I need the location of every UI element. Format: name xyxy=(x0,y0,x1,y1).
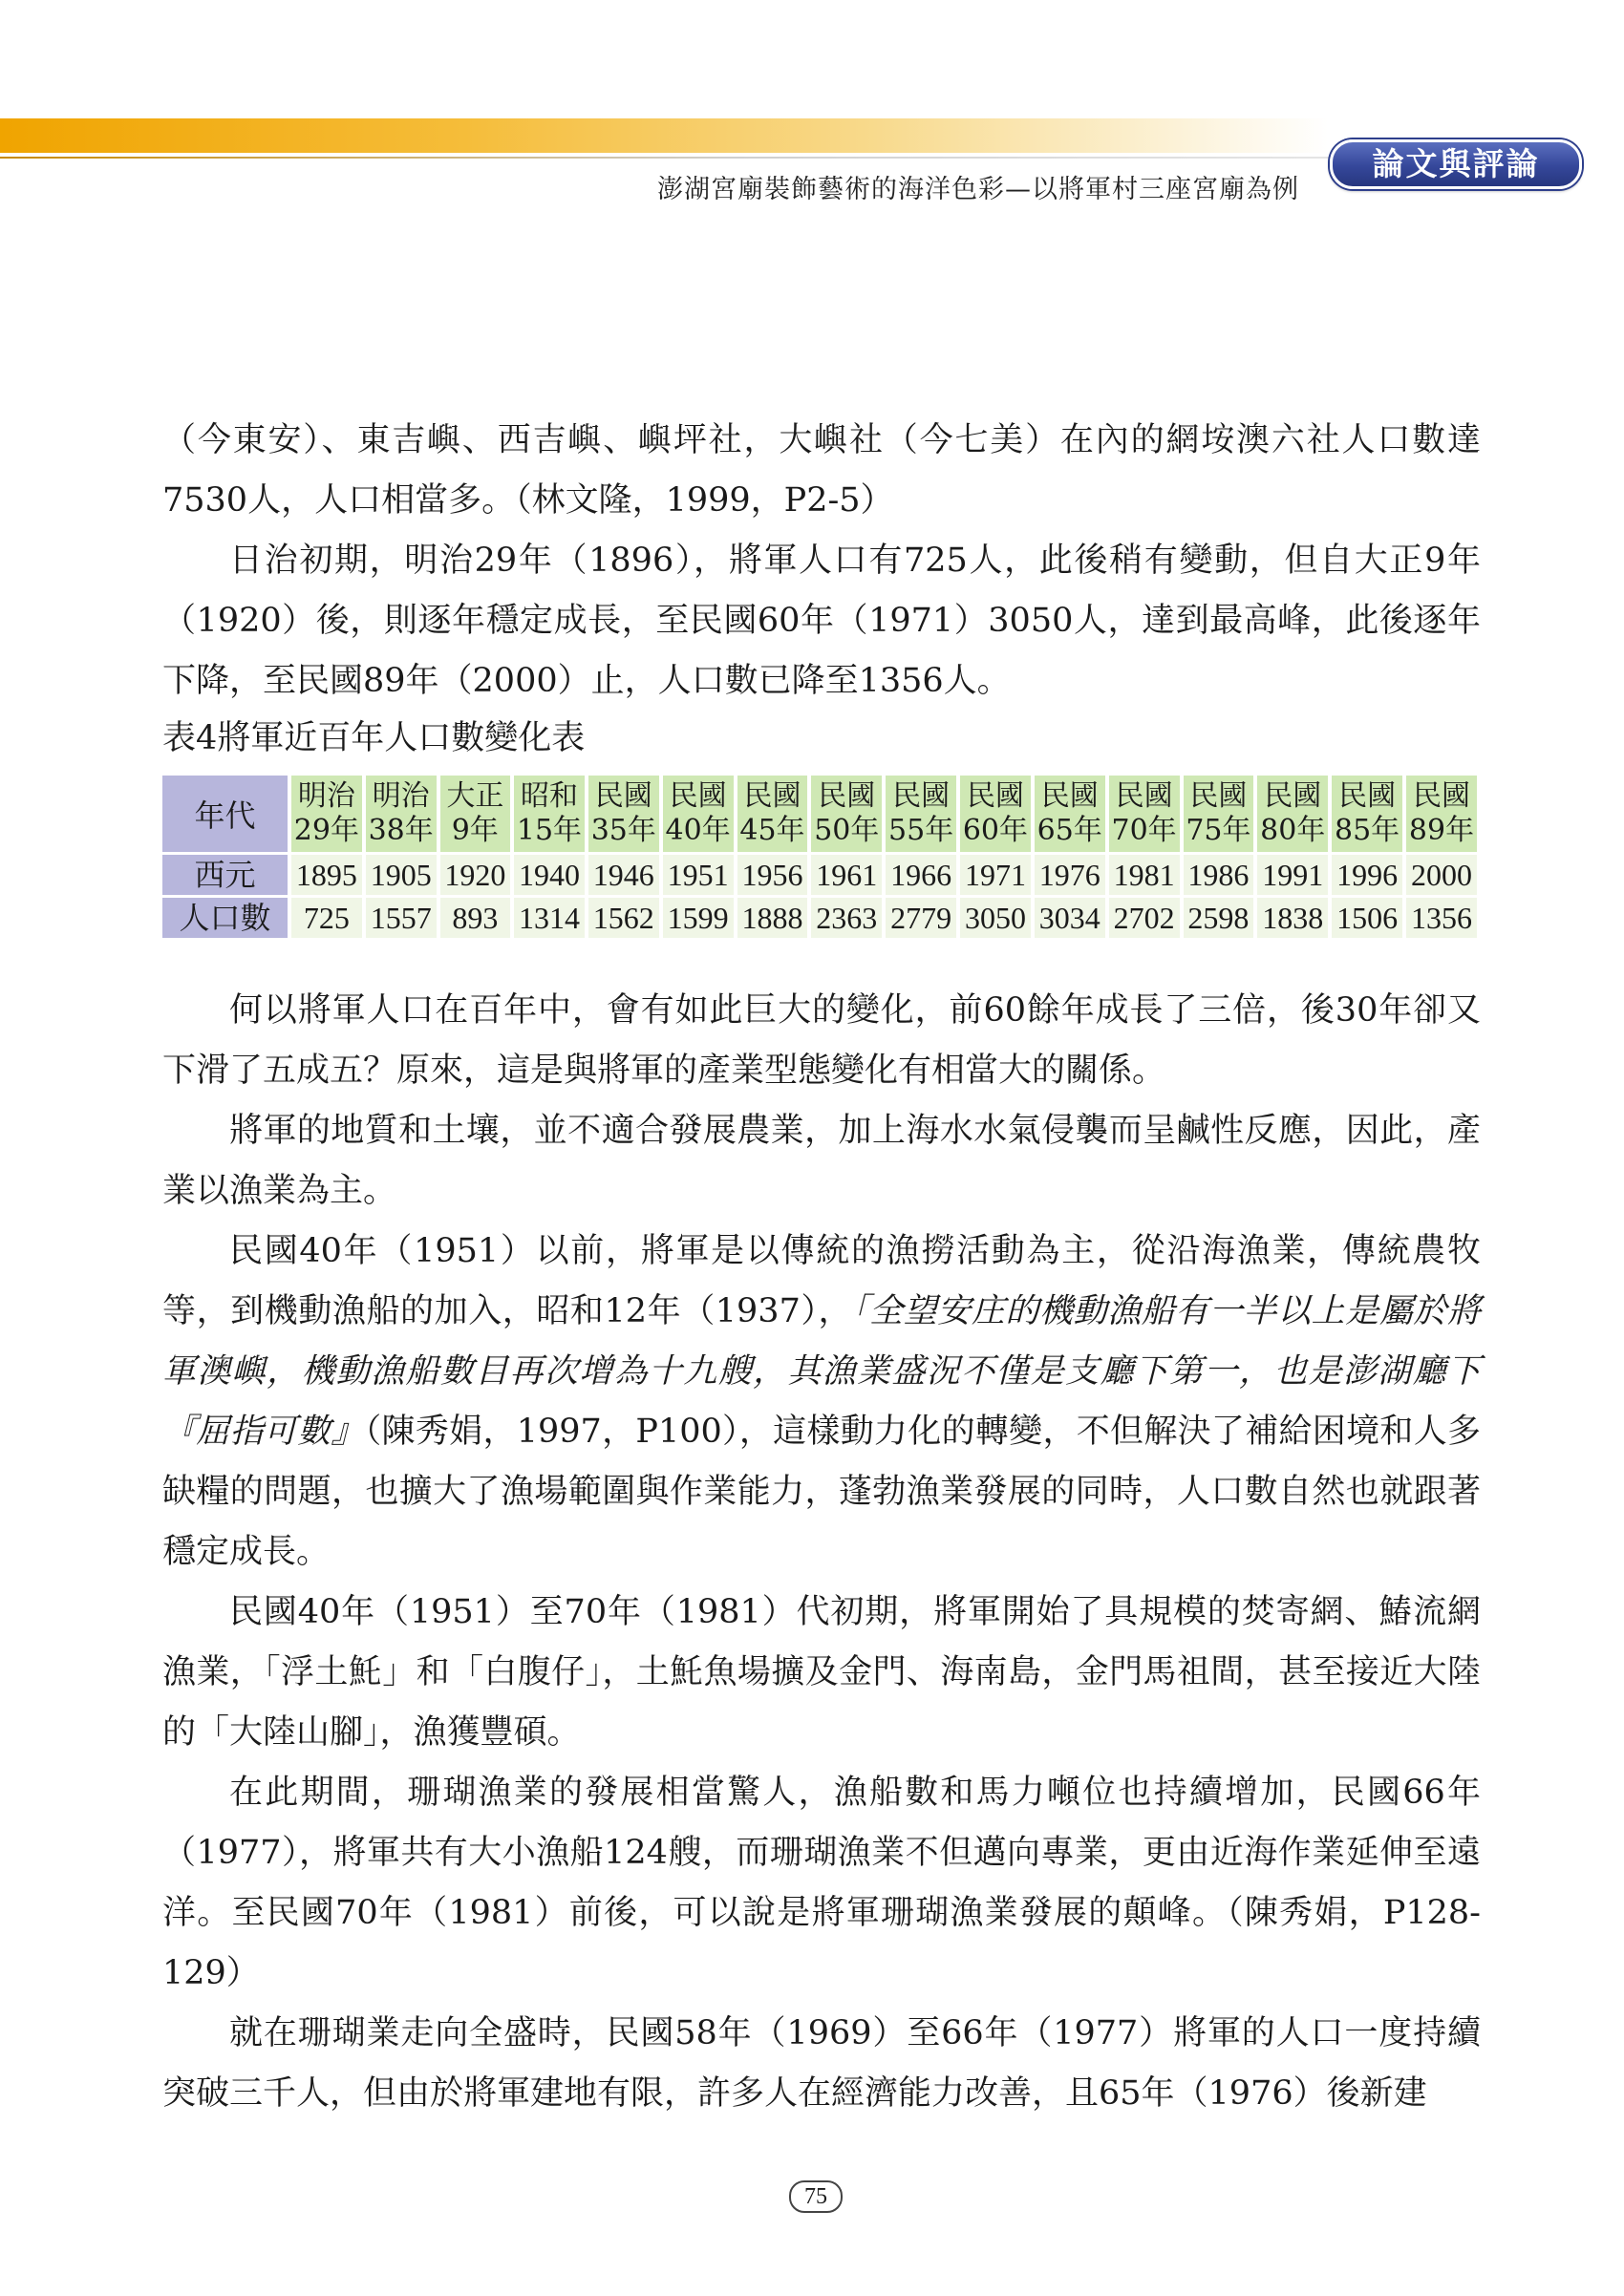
year-cell: 1966 xyxy=(886,855,956,895)
year-cell: 1976 xyxy=(1035,855,1105,895)
population-cell: 3050 xyxy=(960,898,1031,938)
year-cell: 1991 xyxy=(1257,855,1328,895)
paragraph: （今東安）、東吉嶼、西吉嶼、嶼坪社，大嶼社（今七美）在內的網垵澳六社人口數達7530人，人口相當多。（林文隆，1999，P2-5） xyxy=(162,421,1481,520)
row-header: 年代 xyxy=(162,776,288,852)
era-year: 29年 xyxy=(293,814,359,847)
year-cell: 1905 xyxy=(366,855,437,895)
era-name: 民國 xyxy=(669,779,727,813)
era-year: 85年 xyxy=(1334,814,1400,847)
population-cell: 2598 xyxy=(1184,898,1254,938)
year-cell: 1940 xyxy=(514,855,585,895)
era-year: 40年 xyxy=(665,814,731,847)
table-row-era xyxy=(162,776,1477,852)
era-cell xyxy=(960,776,1031,852)
era-year: 45年 xyxy=(739,814,805,847)
era-cell xyxy=(588,776,659,852)
year-cell: 1971 xyxy=(960,855,1031,895)
era-year: 15年 xyxy=(516,814,583,847)
era-year: 89年 xyxy=(1408,814,1475,847)
era-year: 65年 xyxy=(1036,814,1102,847)
era-cell xyxy=(514,776,585,852)
era-cell xyxy=(366,776,437,852)
section-badge: 論文與評論 xyxy=(1330,139,1582,189)
era-year: 75年 xyxy=(1186,814,1251,847)
era-name: 明治 xyxy=(372,779,430,813)
era-cell xyxy=(440,776,510,852)
year-cell: 1956 xyxy=(737,855,808,895)
era-name: 民國 xyxy=(1264,779,1322,813)
paragraph: 在此期間，珊瑚漁業的發展相當驚人，漁船數和馬力噸位也持續增加，民國66年（1977），將軍共有大小漁船124艘，而珊瑚漁業不但邁向專業，更由近海作業延伸至遠洋。至民國70年（1981）前後，可以說是將軍珊瑚漁業發展的顛峰。（陳秀娟，P128-129） xyxy=(162,1774,1481,1992)
paragraph-text: 民國40年（1951）以前，將軍是以傳統的漁撈活動為主，從沿海漁業，傳統農牧等，到機動漁船的加入，昭和12年（1937）， xyxy=(162,1232,1481,1330)
era-cell xyxy=(1406,776,1477,852)
table-caption: 表4將軍近百年人口數變化表 xyxy=(162,719,586,757)
era-year: 55年 xyxy=(888,814,954,847)
era-cell xyxy=(1109,776,1180,852)
era-year: 70年 xyxy=(1111,814,1177,847)
year-cell: 1996 xyxy=(1332,855,1402,895)
era-cell xyxy=(1184,776,1254,852)
population-cell: 1599 xyxy=(663,898,734,938)
era-name: 民國 xyxy=(1338,779,1397,813)
paragraph: 民國40年（1951）至70年（1981）代初期，將軍開始了具規模的焚寄網、鰆流網漁業，「浮土魠」和「白腹仔」，土魠魚場擴及金門、海南島，金門馬祖間，甚至接近大陸的「大陸山腳」，漁獲豐碩。 xyxy=(162,1593,1481,1752)
article-body xyxy=(162,411,1481,2124)
population-cell: 2363 xyxy=(811,898,882,938)
paragraph: 日治初期，明治29年（1896），將軍人口有725人，此後稍有變動，但自大正9年（1920）後，則逐年穩定成長，至民國60年（1971）3050人，達到最高峰，此後逐年下降，至民國89年（2000）止，人口數已降至1356人。 xyxy=(162,542,1481,700)
era-year: 9年 xyxy=(451,814,499,847)
running-title: 澎湖宮廟裝飾藝術的海洋色彩—以將軍村三座宮廟為例 xyxy=(657,175,1299,204)
era-year: 50年 xyxy=(814,814,880,847)
row-header: 人口數 xyxy=(162,898,288,938)
paragraph-text: （陳秀娟，1997，P100），這樣動力化的轉變，不但解決了補給困境和人多缺糧的問題，也擴大了漁場範圍與作業能力，蓬勃漁業發展的同時，人口數自然也就跟著穩定成長。 xyxy=(162,1413,1481,1571)
era-name: 大正 xyxy=(446,779,504,813)
year-cell: 1951 xyxy=(663,855,734,895)
era-year: 35年 xyxy=(590,814,656,847)
paragraph xyxy=(162,1222,1481,1583)
paragraph: 就在珊瑚業走向全盛時，民國58年（1969）至66年（1977）將軍的人口一度持續突破三千人，但由於將軍建地有限，許多人在經濟能力改善，且65年（1976）後新建 xyxy=(162,2014,1481,2113)
era-cell xyxy=(663,776,734,852)
era-name: 民國 xyxy=(1413,779,1470,813)
era-year: 38年 xyxy=(368,814,434,847)
era-cell xyxy=(1257,776,1328,852)
era-name: 昭和 xyxy=(520,779,578,813)
header-decor-bar xyxy=(0,118,1328,153)
year-cell: 2000 xyxy=(1406,855,1477,895)
era-name: 民國 xyxy=(892,779,951,813)
era-cell xyxy=(1332,776,1402,852)
table-row-year xyxy=(162,855,1477,895)
population-cell: 2702 xyxy=(1109,898,1180,938)
era-year: 80年 xyxy=(1260,814,1326,847)
population-cell: 1356 xyxy=(1406,898,1477,938)
era-name: 民國 xyxy=(966,779,1024,813)
era-name: 民國 xyxy=(1115,779,1173,813)
year-cell: 1946 xyxy=(588,855,659,895)
population-cell: 1314 xyxy=(514,898,585,938)
population-cell: 1506 xyxy=(1332,898,1402,938)
era-year: 60年 xyxy=(962,814,1029,847)
era-name: 民國 xyxy=(743,779,801,813)
era-name: 民國 xyxy=(1189,779,1248,813)
quotation: 「全望安庄的機動漁船有一半以上是屬於將軍澳嶼，機動漁船數目再次增為十九艘，其漁業盛況不僅是支廳下第一，也是澎湖廳下『屈指可數』 xyxy=(162,1292,1481,1451)
population-cell: 1562 xyxy=(588,898,659,938)
era-cell xyxy=(1035,776,1105,852)
year-cell: 1961 xyxy=(811,855,882,895)
header-rule xyxy=(0,157,1337,159)
population-cell: 3034 xyxy=(1035,898,1105,938)
population-cell: 2779 xyxy=(886,898,956,938)
year-cell: 1895 xyxy=(291,855,362,895)
population-cell: 893 xyxy=(440,898,510,938)
population-table xyxy=(159,773,1481,941)
year-cell: 1981 xyxy=(1109,855,1180,895)
year-cell: 1986 xyxy=(1184,855,1254,895)
era-name: 民國 xyxy=(1040,779,1099,813)
page-number: 75 xyxy=(789,2180,843,2213)
population-cell: 1557 xyxy=(366,898,437,938)
era-cell xyxy=(811,776,882,852)
era-cell xyxy=(886,776,956,852)
year-cell: 1920 xyxy=(440,855,510,895)
population-cell: 1838 xyxy=(1257,898,1328,938)
era-name: 明治 xyxy=(297,779,355,813)
era-name: 民國 xyxy=(818,779,876,813)
population-cell: 1888 xyxy=(737,898,808,938)
era-cell xyxy=(291,776,362,852)
paragraph: 何以將軍人口在百年中，會有如此巨大的變化，前60餘年成長了三倍，後30年卻又下滑了五成五？原來，這是與將軍的產業型態變化有相當大的關係。 xyxy=(162,991,1481,1090)
era-name: 民國 xyxy=(594,779,652,813)
row-header: 西元 xyxy=(162,855,288,895)
paragraph: 將軍的地質和土壤，並不適合發展農業，加上海水水氣侵襲而呈鹹性反應，因此，產業以漁業為主。 xyxy=(162,1112,1481,1210)
population-cell: 725 xyxy=(291,898,362,938)
table-row-population xyxy=(162,898,1477,938)
era-cell xyxy=(737,776,808,852)
